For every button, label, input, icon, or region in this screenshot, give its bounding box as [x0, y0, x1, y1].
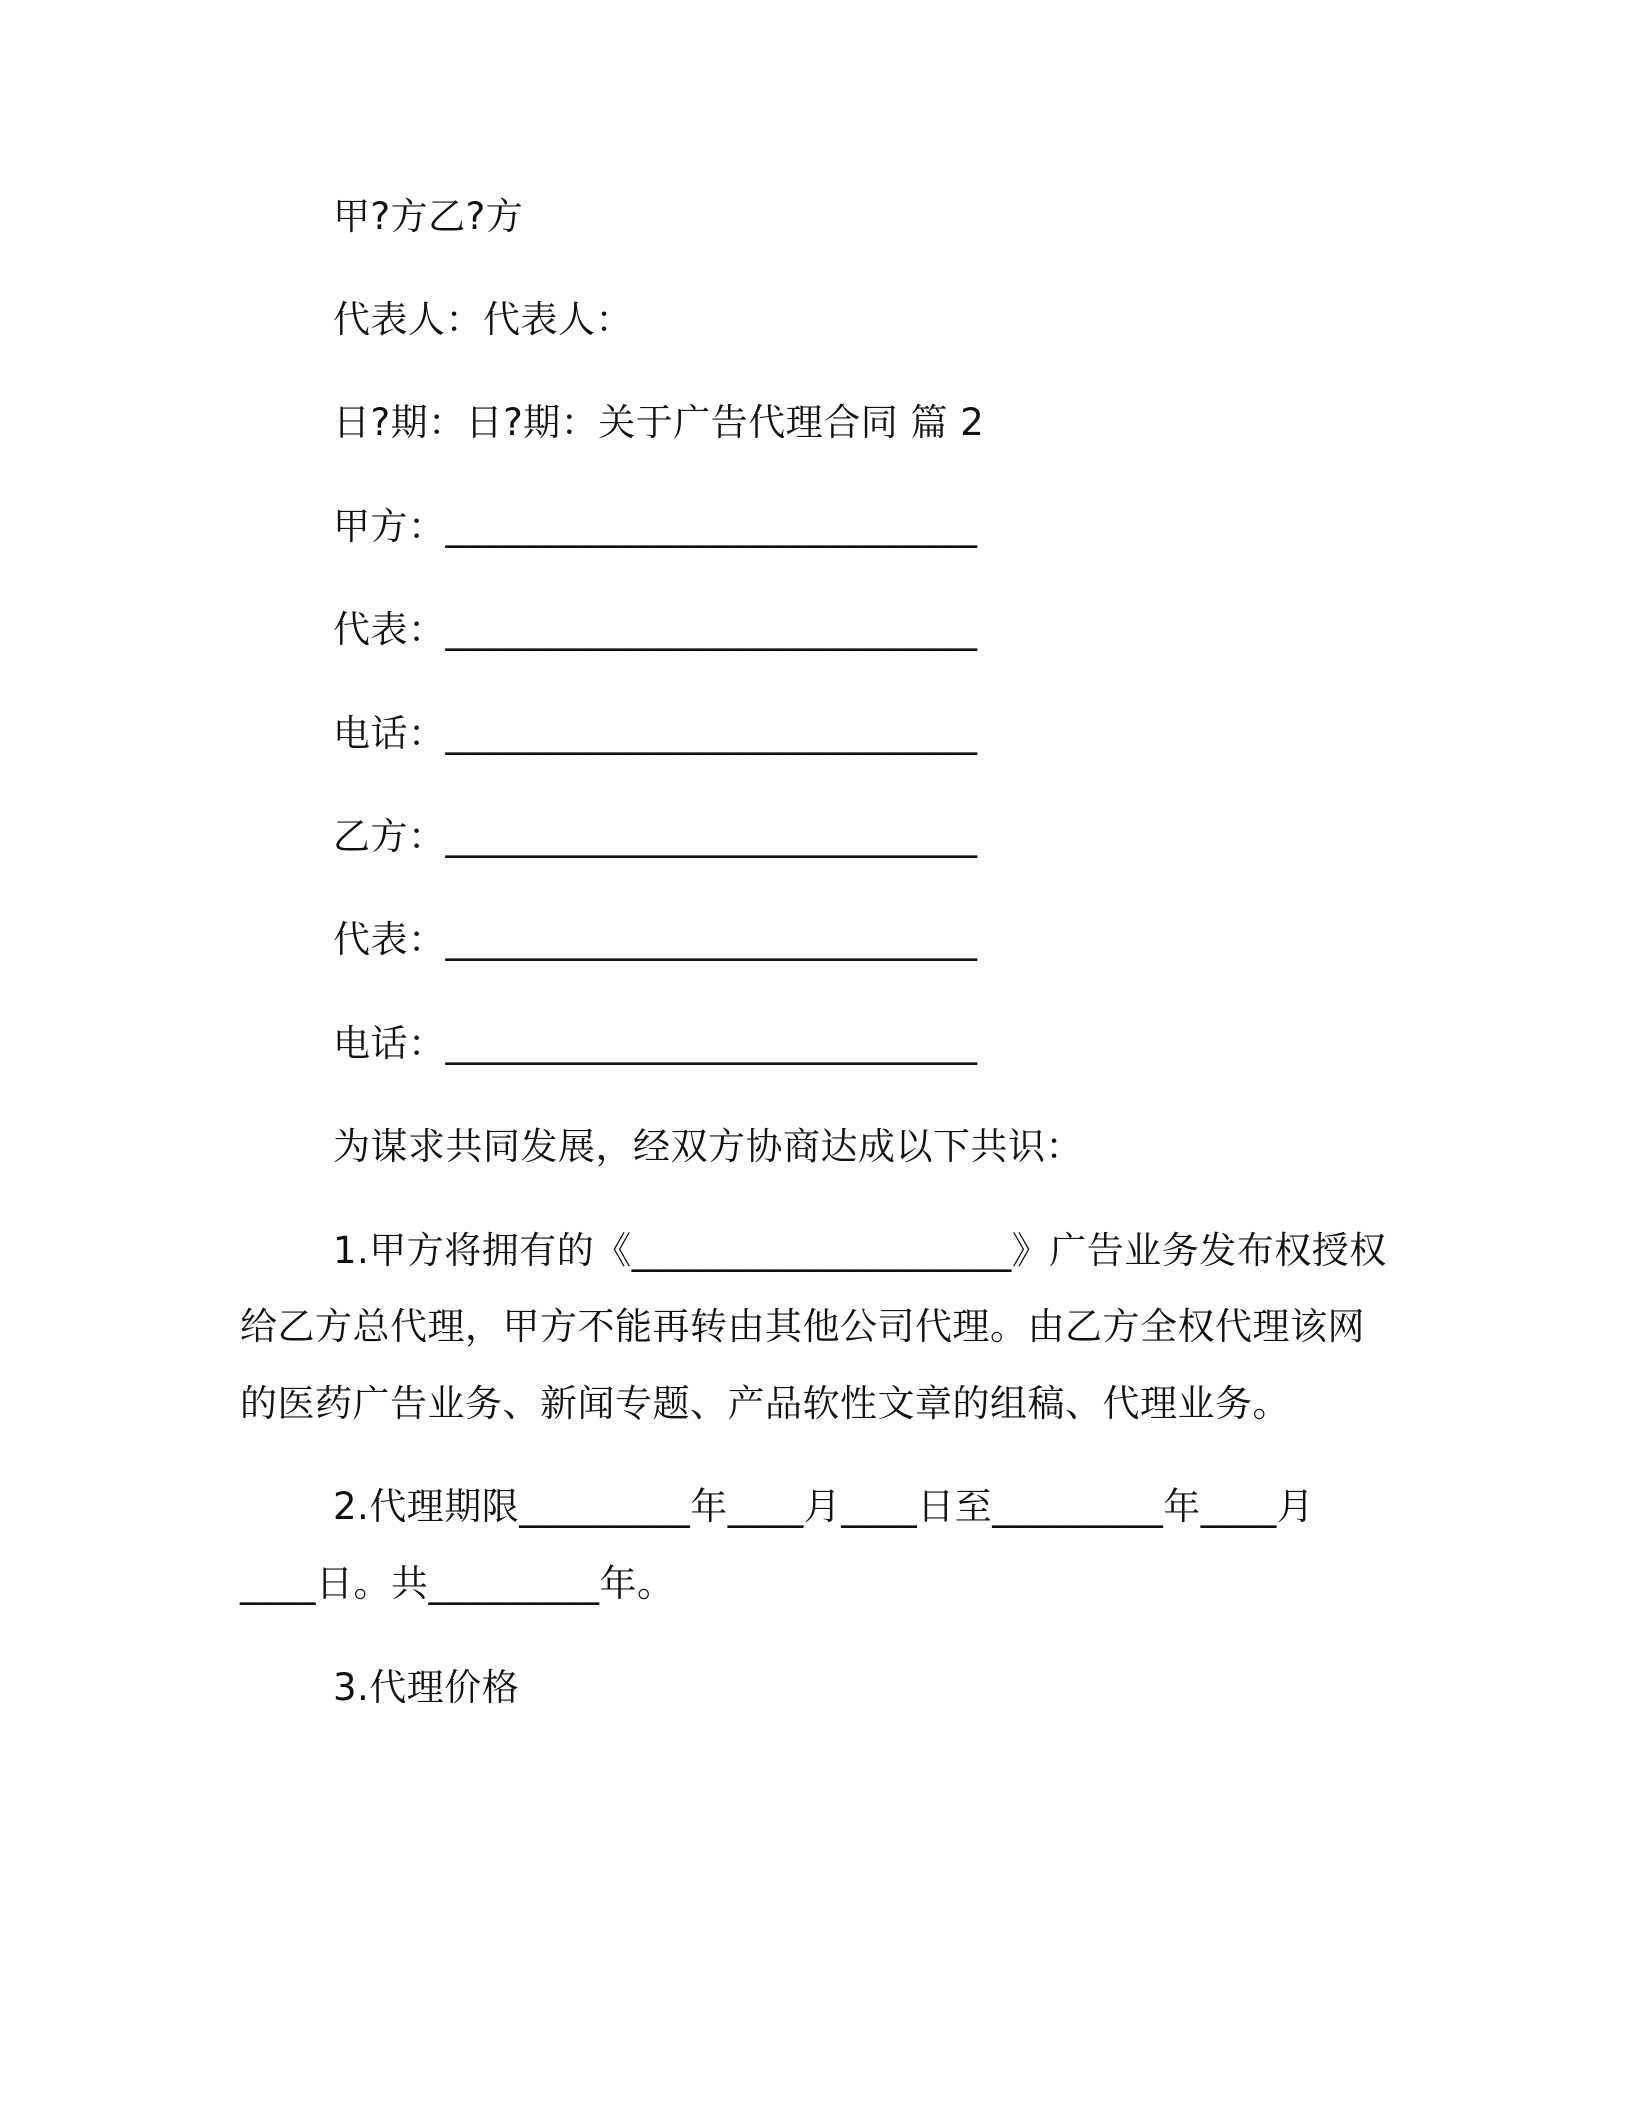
party-a-name-field: 甲方：____________________________: [333, 505, 978, 548]
clause-1-line-3: 的医药广告业务、新闻专题、产品软性文章的组稿、代理业务。: [240, 1382, 1290, 1425]
party-b-phone-field: 电话：____________________________: [333, 1022, 978, 1065]
preamble-paragraph: 为谋求共同发展，经双方协商达成以下共识：: [333, 1125, 1083, 1168]
party-a-phone-field: 电话：____________________________: [333, 712, 978, 755]
signature-parties-line: 甲?方乙?方: [333, 195, 524, 238]
party-b-representative-field: 代表：____________________________: [333, 918, 978, 961]
party-a-representative-field: 代表：____________________________: [333, 608, 978, 651]
signature-representatives-line: 代表人：代表人：: [333, 298, 633, 341]
clause-3-heading: 3.代理价格: [333, 1666, 520, 1709]
party-b-name-field: 乙方：____________________________: [333, 815, 978, 858]
clause-2-line-1: 2.代理期限_________年____月____日至_________年____月: [333, 1485, 1315, 1528]
clause-1-line-1: 1.甲方将拥有的《____________________》广告业务发布权授权: [333, 1229, 1387, 1272]
signature-dates-title-line: 日?期：日?期：关于广告代理合同 篇 2: [333, 401, 985, 444]
clause-1-line-2: 给乙方总代理，甲方不能再转由其他公司代理。由乙方全权代理该网: [240, 1305, 1365, 1348]
clause-2-line-2: ____日。共_________年。: [240, 1562, 675, 1605]
